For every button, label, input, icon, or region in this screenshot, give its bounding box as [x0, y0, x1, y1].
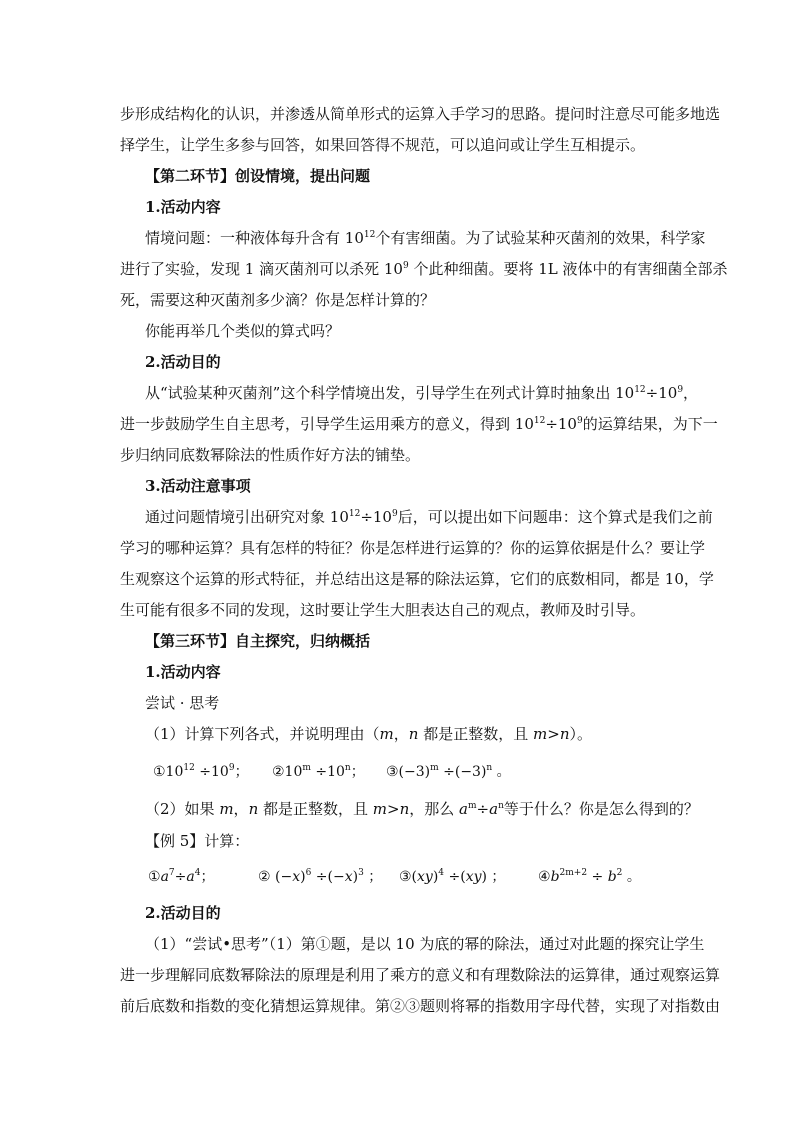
- subheading-goal: 2.活动目的: [145, 353, 221, 371]
- question-2: （2）如果 m，n 都是正整数，且 m>n，那么 $a^m\div a^n$等于什么？你是怎么得到的？: [145, 800, 699, 818]
- subheading-notes: 3.活动注意事项: [145, 477, 251, 495]
- scenario-line: 你能再举几个类似的算式吗？: [145, 322, 341, 340]
- notes-line: 生可能有很多不同的发现，这时要让学生大胆表达自己的观点，教师及时引导。: [120, 601, 646, 619]
- example-item-3: ③(xy)$^4$ ÷(xy) ；: [399, 868, 506, 885]
- q1-item-1: $①10^{12} \div 10^9$；: [153, 763, 249, 780]
- example-item-1: $①a^7\div a^4$；: [148, 868, 215, 885]
- goal-line: 从“试验某种灭菌剂”这个科学情境出发，引导学生在列式计算时抽象出 $10^{12}\div 10^9$，: [145, 384, 699, 402]
- example-item-4: $④b^{2m+2} \div b^2$ 。: [538, 868, 641, 885]
- notes-line: 学习的哪种运算？具有怎样的特征？你是怎样进行运算的？你的运算依据是什么？要让学: [120, 539, 706, 557]
- example-label: 【例 5】计算：: [145, 832, 250, 850]
- goal-line: 进一步鼓励学生自主思考，引导学生运用乘方的意义，得到 $10^{12}\div 10^9$的运算结果，为下一: [120, 415, 718, 433]
- goal-line: 前后底数和指数的变化猜想运算规律。第②③题则将幂的指数用字母代替，实现了对指数由: [120, 997, 721, 1015]
- goal-line: （1）“尝试•思考”（1）第①题，是以 10 为底的幂的除法，通过对此题的探究让学生: [145, 935, 705, 953]
- example-item-2: ② $(-x)^6 \div(-x)^3$ ；: [258, 868, 383, 885]
- subheading-content: 1.活动内容: [145, 663, 221, 681]
- scenario-line: 死，需要这种灭菌剂多少滴？你是怎样计算的？: [120, 291, 436, 309]
- scenario-line: 情境问题：一种液体每升含有 $10^{12}$个有害细菌。为了试验某种灭菌剂的效果，科学家: [145, 229, 706, 247]
- q1-item-3: $③(-3)^m \div(-3)^n$ 。: [386, 763, 511, 780]
- scenario-line: 进行了实验，发现 1 滴灭菌剂可以杀死 $10^9$ 个此种细菌。要将 1L 液体中的有害细菌全部杀: [120, 260, 728, 278]
- section-heading-3: 【第三环节】自主探究，归纳概括: [145, 632, 371, 650]
- section-heading-2: 【第二环节】创设情境，提出问题: [145, 167, 371, 185]
- q1-item-2: $②10^m \div 10^n$；: [272, 763, 365, 780]
- try-think-label: 尝试 · 思考: [145, 694, 220, 712]
- notes-line: 通过问题情境引出研究对象 $10^{12}\div 10^9$后，可以提出如下问题串：这个算式是我们之前: [145, 508, 713, 526]
- paragraph-line: 步形成结构化的认识，并渗透从简单形式的运算入手学习的思路。提问时注意尽可能多地选: [120, 105, 721, 123]
- question-1: （1）计算下列各式，并说明理由（m，n 都是正整数，且 m>n）。: [145, 725, 593, 743]
- paragraph-line: 择学生，让学生多参与回答，如果回答得不规范，可以追问或让学生互相提示。: [120, 136, 646, 154]
- goal-line: 进一步理解同底数幂除法的原理是利用了乘方的意义和有理数除法的运算律，通过观察运算: [120, 966, 721, 984]
- subheading-content: 1.活动内容: [145, 198, 221, 216]
- subheading-goal: 2.活动目的: [145, 904, 221, 922]
- notes-line: 生观察这个运算的形式特征，并总结出这是幂的除法运算，它们的底数相同，都是 10，学: [120, 570, 714, 588]
- goal-line: 步归纳同底数幂除法的性质作好方法的铺垫。: [120, 446, 421, 464]
